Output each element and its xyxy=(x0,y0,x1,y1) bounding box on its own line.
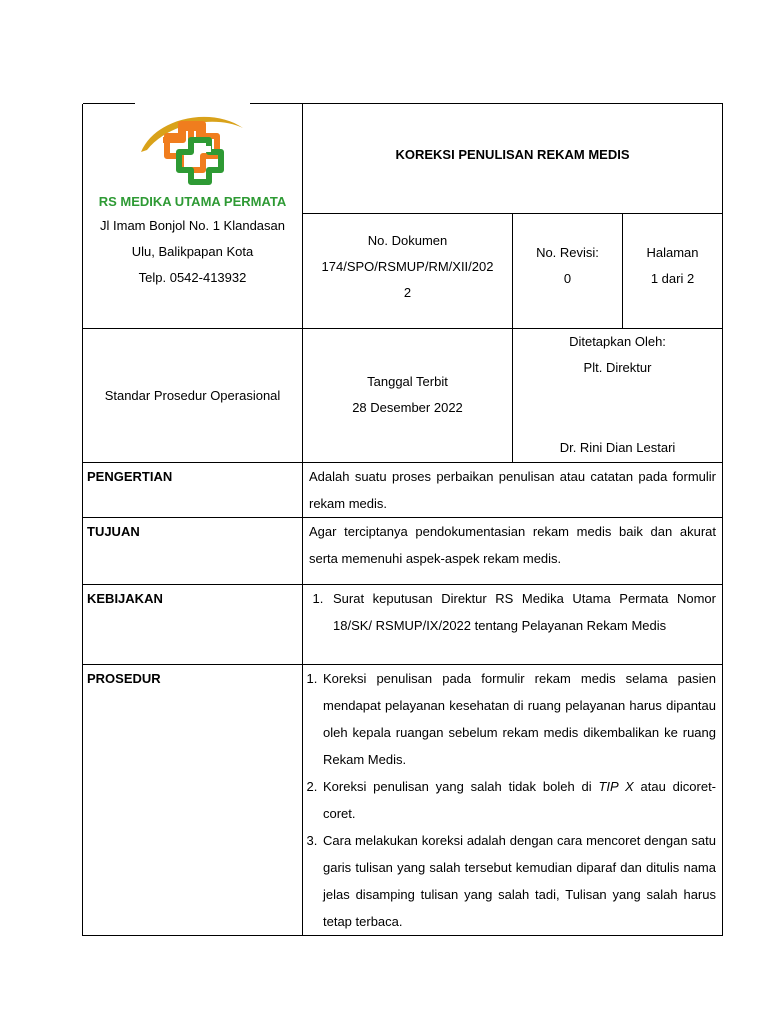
prosedur-item-2 xyxy=(321,773,716,827)
document-title: KOREKSI PENULISAN REKAM MEDIS xyxy=(395,147,630,162)
issue-date: 28 Desember 2022 xyxy=(352,400,463,415)
kebijakan-item: 1. Surat keputusan Direktur RS Medika Utama Permata Nomor 18/SK/ RSMUP/IX/2022 tentang Pelayanan Rekam Medis xyxy=(327,585,716,639)
doc-number-line-1: 174/SPO/RSMUP/RM/XII/202 xyxy=(321,259,494,275)
kebijakan-content-cell xyxy=(303,584,723,664)
pengertian-content-cell xyxy=(303,462,723,517)
prosedur-item-3: 3. Cara melakukan koreksi adalah dengan cara mencoret dengan satu garis tulisan yang salah tersebut kemudian diparaf dan ditulis nama jelas disamping tulisan yang salah tadi, Tulisan yang salah harus tetap terbaca. xyxy=(321,827,716,935)
prosedur-item-1: 1. Koreksi penulisan pada formulir rekam medis selama pasien mendapat pelayanan kesehatan di ruang pelayanan harus dipantau oleh kepala ruangan sebelum rekam medis dikembalikan ke ruang Rekam Medis. xyxy=(321,665,716,773)
tujuan-content-cell xyxy=(303,517,723,584)
page-label: Halaman xyxy=(646,245,699,261)
pengertian-label-cell xyxy=(83,462,303,517)
phone-number: Telp. 0542-413932 xyxy=(138,269,247,285)
approval-cell xyxy=(513,328,723,462)
doc-number-label: No. Dokumen xyxy=(367,233,448,249)
prosedur-label-cell xyxy=(83,664,303,935)
document-number-cell xyxy=(303,214,513,328)
revision-cell xyxy=(513,214,623,328)
page-value: 1 dari 2 xyxy=(650,271,695,287)
revision-value: 0 xyxy=(563,271,572,287)
sop-label: Standar Prosedur Operasional xyxy=(104,387,281,403)
hospital-name: RS MEDIKA UTAMA PERMATA xyxy=(98,193,287,209)
kebijakan-label: KEBIJAKAN xyxy=(87,590,163,606)
tujuan-label: TUJUAN xyxy=(87,523,140,539)
sop-table xyxy=(82,103,723,936)
hospital-logo-icon xyxy=(133,110,253,192)
address-line-1: Jl Imam Bonjol No. 1 Klandasan xyxy=(100,217,285,233)
tip-x-term: TIP X xyxy=(598,778,634,794)
approved-label: Ditetapkan Oleh: xyxy=(569,333,666,349)
title-cell xyxy=(303,104,723,214)
prosedur-content-cell xyxy=(303,664,723,935)
pengertian-text: Adalah suatu proses perbaikan penulisan atau catatan pada formulir rekam medis. xyxy=(309,468,716,511)
pengertian-label: PENGERTIAN xyxy=(87,468,173,484)
hospital-identity-cell xyxy=(83,104,303,329)
sop-label-cell xyxy=(83,328,303,462)
page-cell xyxy=(623,214,723,328)
tujuan-text: Agar terciptanya pendokumentasian rekam medis baik dan akurat serta memenuhi aspek-aspek rekam medis. xyxy=(309,523,716,566)
address-line-2: Ulu, Balikpapan Kota xyxy=(131,243,254,259)
kebijakan-label-cell xyxy=(83,584,303,664)
doc-number-line-2: 2 xyxy=(403,285,412,301)
approved-title: Plt. Direktur xyxy=(583,359,652,375)
prosedur-item-2-text: Koreksi penulisan yang salah tidak boleh di xyxy=(323,778,599,794)
tujuan-label-cell xyxy=(83,517,303,584)
revision-label: No. Revisi: xyxy=(536,245,599,261)
approved-name: Dr. Rini Dian Lestari xyxy=(559,439,676,455)
issue-label: Tanggal Terbit xyxy=(367,374,448,389)
prosedur-label: PROSEDUR xyxy=(87,670,161,686)
prosedur-item-2-tail: atau dicoret-coret. xyxy=(323,778,717,821)
sop-document xyxy=(82,103,722,936)
issue-date-cell xyxy=(303,328,513,462)
